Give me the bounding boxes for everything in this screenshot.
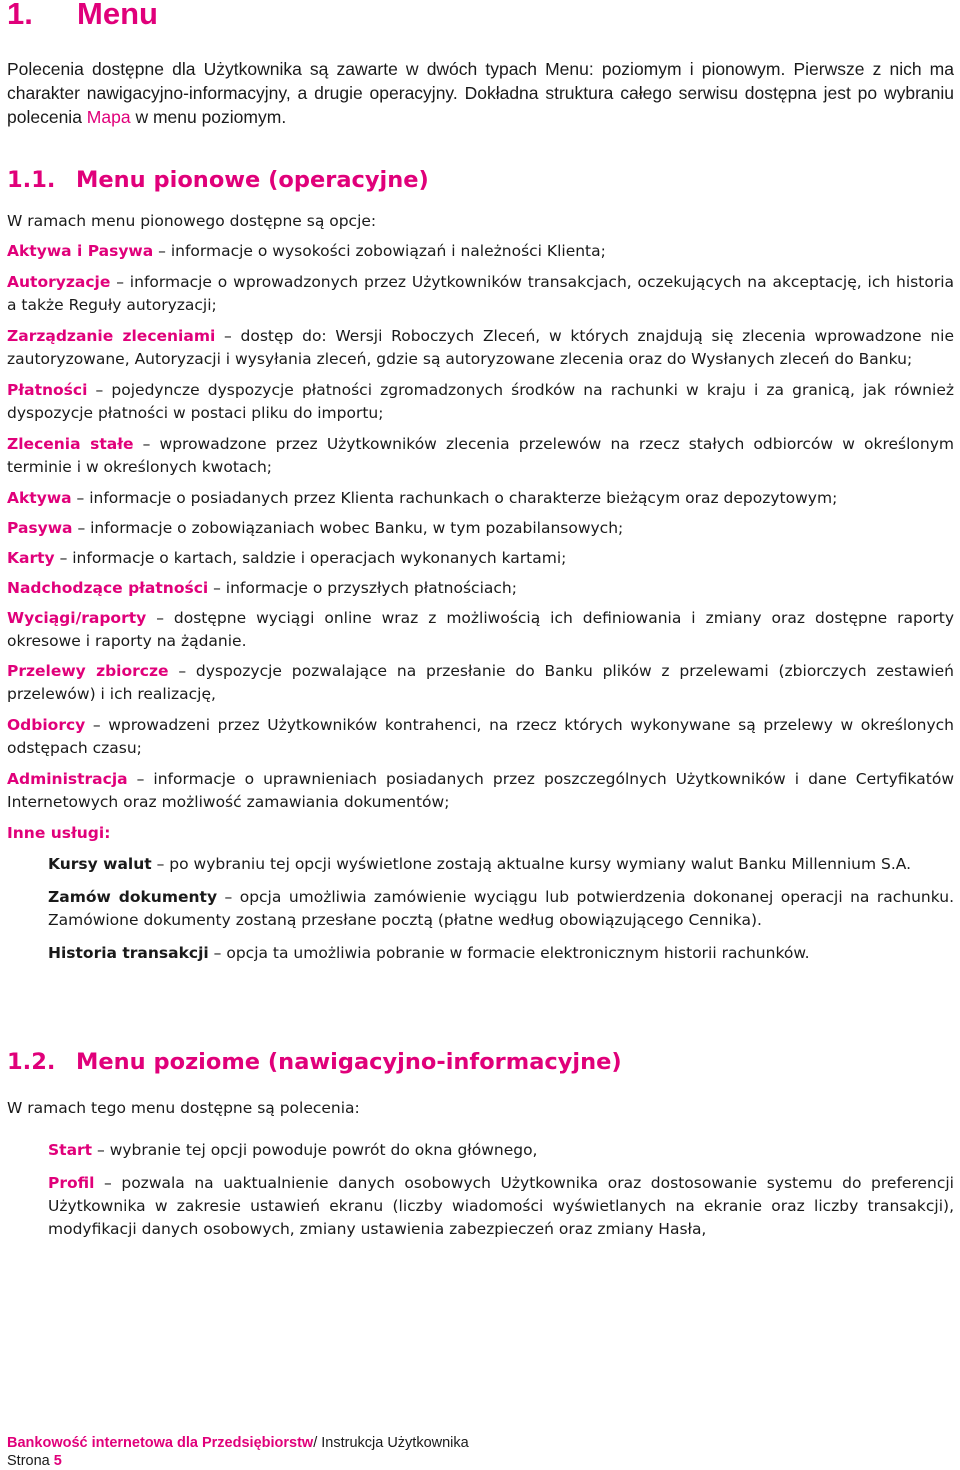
menu-item-odbiorcy [7,714,954,760]
item-desc: – pojedyncze dyspozycje płatności zgromadzonych środków na rachunki w kraju i za granicą, jak również dyspozycje płatności w postaci pliku do importu; [7,381,954,422]
item-desc: – opcja ta umożliwia pobranie w formacie elektronicznym historii rachunków. [208,944,810,962]
sub-item-historia-transakcji [48,942,954,965]
item-desc: – informacje o posiadanych przez Klienta rachunkach o charakterze bieżącym oraz depozytowym; [71,489,838,507]
item-desc: – wprowadzone przez Użytkowników zlecenia przelewów na rzecz stałych odbiorców w określonym terminie i w określonych kwotach; [7,435,954,476]
item-desc: – po wybraniu tej opcji wyświetlone zostają aktualne kursy wymiany walut Banku Millennium S.A. [151,855,911,873]
chapter-heading [7,0,158,32]
intro-text-after: w menu poziomym. [130,107,287,127]
item-term: Autoryzacje [7,273,111,291]
item-desc: – informacje o przyszłych płatnościach; [208,579,517,597]
chapter-number: 1. [7,0,33,31]
item-desc: – dostęp do: Wersji Roboczych Zleceń, w których znajdują się zlecenia wprowadzone nie zautoryzowane, Autoryzacji i wysyłania zleceń, gdzie są autoryzowane zlecenia oraz do Wysłanych zleceń do Banku; [7,327,954,368]
section-2-title: Menu poziome (nawigacyjno-informacyjne) [76,1049,622,1075]
sub-item-kursy-walut [48,853,954,876]
intro-paragraph [7,57,954,129]
intro-text-before: Polecenia dostępne dla Użytkownika są zawarte w dwóch typach Menu: poziomym i pionowym. Pierwsze z nich ma charakter nawigacyjno-informacyjny, a drugie operacyjny. Dokładna struktura całego serwisu dostępna jest po wybraniu polecenia [7,59,954,127]
menu-item-karty [7,547,954,570]
item-term: Odbiorcy [7,716,86,734]
section-1-items [7,240,954,965]
footer-page-label: Strona [7,1453,54,1469]
footer-title-rest: / Instrukcja Użytkownika [313,1435,469,1451]
item-term: Aktywa [7,489,72,507]
item-desc: – wybranie tej opcji powoduje powrót do okna głównego, [92,1141,538,1159]
item-term: Zlecenia stałe [7,435,134,453]
item-desc: – dostępne wyciągi online wraz z możliwością ich definiowania i zmiany oraz dostępne raporty okresowe i raporty na żądanie. [7,609,954,650]
item-term: Aktywa i Pasywa [7,242,154,260]
section-2-heading [7,1049,622,1075]
section-1-title: Menu pionowe (operacyjne) [76,167,429,193]
item-term: Wyciągi/raporty [7,609,147,627]
menu-item-profil [48,1172,954,1241]
item-term: Nadchodzące płatności [7,579,209,597]
menu-item-pasywa [7,517,954,540]
item-desc: – informacje o kartach, saldzie i operacjach wykonanych kartami; [54,549,567,567]
menu-item-zlecenia-stale [7,433,954,479]
menu-item-przelewy-zbiorcze [7,660,954,706]
menu-item-zarzadzanie-zleceniami [7,325,954,371]
item-term: Pasywa [7,519,73,537]
section-1-number: 1.1. [7,167,56,193]
menu-item-nadchodzace-platnosci [7,577,954,600]
section-1-lead: W ramach menu pionowego dostępne są opcje: [7,212,377,230]
footer-page [7,1452,469,1470]
menu-item-administracja [7,768,954,814]
chapter-title: Menu [77,0,158,31]
page-footer [7,1434,469,1470]
item-term: Zamów dokumenty [48,888,218,906]
item-term: Inne usługi: [7,824,111,842]
item-term: Start [48,1141,93,1159]
menu-item-wyciagi-raporty [7,607,954,653]
menu-item-start [48,1139,954,1162]
item-desc: – informacje o zobowiązaniach wobec Banku, w tym pozabilansowych; [72,519,624,537]
item-term: Administracja [7,770,128,788]
footer-title [7,1434,469,1452]
item-desc: – wprowadzeni przez Użytkowników kontrahenci, na rzecz których wykonywane są przelewy w określonych odstępach czasu; [7,716,954,757]
sub-item-zamow-dokumenty [48,886,954,932]
menu-item-platnosci [7,379,954,425]
item-term: Kursy walut [48,855,152,873]
item-term: Płatności [7,381,88,399]
menu-item-aktywa-pasywa [7,240,954,263]
item-desc: – informacje o wysokości zobowiązań i należności Klienta; [153,242,606,260]
item-desc: – opcja umożliwia zamówienie wyciągu lub potwierdzenia dokonanej operacji na rachunku. Zamówione dokumenty zostaną przesłane pocztą (płatne według obowiązującego Cennika). [48,888,954,929]
item-desc: – pozwala na uaktualnienie danych osobowych Użytkownika oraz dostosowanie systemu do preferencji Użytkownika w zakresie ustawień ekranu (liczby wiadomości wyświetlanych na ekranie oraz liczby transakcji), modyfikacji danych osobowych, zmiany ustawienia zabezpieczeń oraz zmiany Hasła, [48,1174,954,1238]
intro-highlight: Mapa [86,107,131,127]
item-desc: – informacje o wprowadzonych przez Użytkowników transakcjach, oczekujących na akceptację, ich historia a także Reguły autoryzacji; [7,273,954,314]
section-1-heading [7,167,429,193]
menu-item-autoryzacje [7,271,954,317]
section-2-items [7,1139,954,1241]
footer-page-number: 5 [53,1453,62,1469]
footer-title-brand: Bankowość internetowa dla Przedsiębiorstw [7,1435,314,1451]
item-term: Profil [48,1174,95,1192]
item-term: Karty [7,549,55,567]
item-desc: – informacje o uprawnieniach posiadanych przez poszczególnych Użytkowników i dane Certyfikatów Internetowych oraz możliwość zamawiania dokumentów; [7,770,954,811]
section-2-number: 1.2. [7,1049,56,1075]
item-desc: – dyspozycje pozwalające na przesłanie do Banku plików z przelewami (zbiorczych zestawień przelewów) i ich realizację, [7,662,954,703]
item-term: Zarządzanie zleceniami [7,327,216,345]
menu-item-inne-uslugi [7,822,954,845]
menu-item-aktywa [7,487,954,510]
section-2-lead: W ramach tego menu dostępne są polecenia: [7,1099,360,1117]
item-term: Historia transakcji [48,944,209,962]
item-term: Przelewy zbiorcze [7,662,169,680]
